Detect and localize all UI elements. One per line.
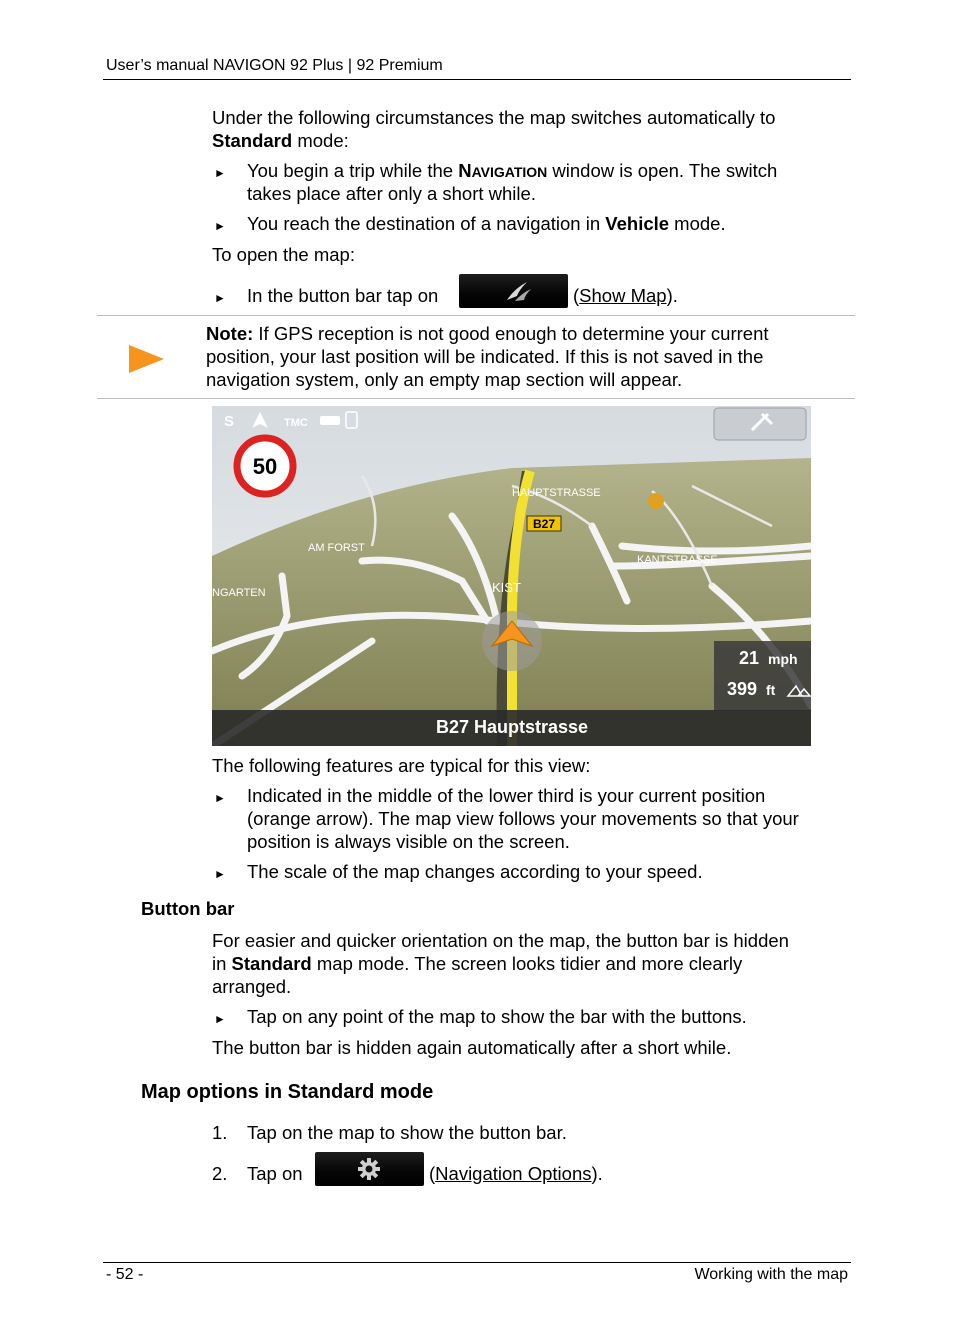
step-1-text: Tap on the map to show the button bar. bbox=[247, 1122, 567, 1143]
current-street-label: B27 Hauptstrasse bbox=[435, 717, 589, 737]
note-line-2: position, your last position will be indicated. If this is not saved in the bbox=[206, 346, 764, 367]
step-2-text: Tap on bbox=[247, 1163, 303, 1184]
battery-icon bbox=[320, 416, 340, 425]
feature-position-line-2: (orange arrow). The map view follows your movements so that your bbox=[247, 808, 799, 829]
button-bar-bullet: Tap on any point of the map to show the bar with the buttons. bbox=[247, 1006, 747, 1027]
feature-scale: The scale of the map changes according to your speed. bbox=[247, 861, 703, 882]
bullet-vehicle-mode: You reach the destination of a navigation in Vehicle mode. bbox=[247, 213, 726, 234]
step-2-number: 2. bbox=[212, 1163, 228, 1184]
navigation-options-link[interactable]: Navigation Options bbox=[435, 1163, 592, 1184]
note-top-rule bbox=[97, 315, 855, 316]
bullet-marker: ► bbox=[214, 1012, 226, 1026]
label-hauptstrasse: HAUPTSTRASSE bbox=[512, 487, 601, 499]
open-map-instruction: In the button bar tap on bbox=[247, 285, 439, 306]
note-line-3: navigation system, only an empty map section will appear. bbox=[206, 369, 683, 390]
intro-line-2: Standard mode: bbox=[212, 130, 349, 151]
label-kist: KIST bbox=[492, 580, 521, 595]
note-arrow-icon bbox=[129, 345, 165, 375]
show-map-link[interactable]: Show Map bbox=[579, 285, 667, 306]
bullet-marker: ► bbox=[214, 867, 226, 881]
bullet-navigation-window: You begin a trip while the NAVIGATION window is open. The switch bbox=[247, 160, 778, 181]
altitude-value: 399 bbox=[727, 679, 758, 699]
bullet-navigation-window-line-2: takes place after only a short while. bbox=[247, 183, 536, 204]
status-tmc: TMC bbox=[284, 417, 308, 429]
feature-position-line-3: position is always visible on the screen. bbox=[247, 831, 570, 852]
step-1-number: 1. bbox=[212, 1122, 228, 1143]
button-bar-line-3: arranged. bbox=[212, 976, 292, 997]
speed-limit-value: 50 bbox=[252, 454, 278, 479]
status-s: S bbox=[224, 413, 235, 430]
road-badge-label: B27 bbox=[532, 517, 556, 531]
show-map-reference: (Show Map). bbox=[573, 285, 678, 306]
footer-section: Working with the map bbox=[694, 1266, 848, 1283]
poi-icon bbox=[648, 493, 664, 509]
button-bar-line-1: For easier and quicker orientation on the map, the button bar is hidden bbox=[212, 930, 789, 951]
bullet-marker: ► bbox=[214, 791, 226, 805]
speed-value: 21 bbox=[739, 648, 760, 668]
note-bottom-rule bbox=[97, 398, 855, 399]
label-am-forst: AM FORST bbox=[308, 542, 365, 554]
label-garten: NGARTEN bbox=[212, 587, 266, 599]
label-kantstrasse: KANTSTRASSE bbox=[637, 554, 718, 566]
bullet-marker: ► bbox=[214, 219, 226, 233]
intro-line-1: Under the following circumstances the map switches automatically to bbox=[212, 107, 776, 128]
bullet-marker: ► bbox=[214, 291, 226, 305]
gear-icon bbox=[315, 1152, 424, 1186]
show-map-icon bbox=[459, 274, 568, 308]
page-number: - 52 - bbox=[106, 1266, 144, 1283]
button-bar-heading: Button bar bbox=[141, 898, 235, 919]
open-map-text: To open the map: bbox=[212, 244, 355, 265]
footer-rule bbox=[103, 1262, 851, 1263]
button-bar-after: The button bar is hidden again automatically after a short while. bbox=[212, 1037, 732, 1058]
speed-unit: mph bbox=[768, 651, 798, 667]
bullet-marker: ► bbox=[214, 166, 226, 180]
altitude-unit: ft bbox=[766, 682, 776, 698]
map-screenshot bbox=[212, 406, 811, 746]
navigation-options-button[interactable] bbox=[315, 1152, 424, 1186]
button-bar-line-2: in Standard map mode. The screen looks tidier and more clearly bbox=[212, 953, 743, 974]
features-intro: The following features are typical for this view: bbox=[212, 755, 591, 776]
position-halo bbox=[482, 611, 542, 671]
map-options-heading: Map options in Standard mode bbox=[141, 1081, 434, 1103]
running-header: User’s manual NAVIGON 92 Plus | 92 Premium bbox=[106, 57, 443, 74]
feature-position-line-1: Indicated in the middle of the lower third is your current position bbox=[247, 785, 766, 806]
navigation-options-reference: (Navigation Options). bbox=[429, 1163, 603, 1184]
show-map-button[interactable] bbox=[459, 274, 568, 308]
header-rule bbox=[103, 79, 851, 80]
note-line-1: Note: If GPS reception is not good enough to determine your current bbox=[206, 323, 769, 344]
